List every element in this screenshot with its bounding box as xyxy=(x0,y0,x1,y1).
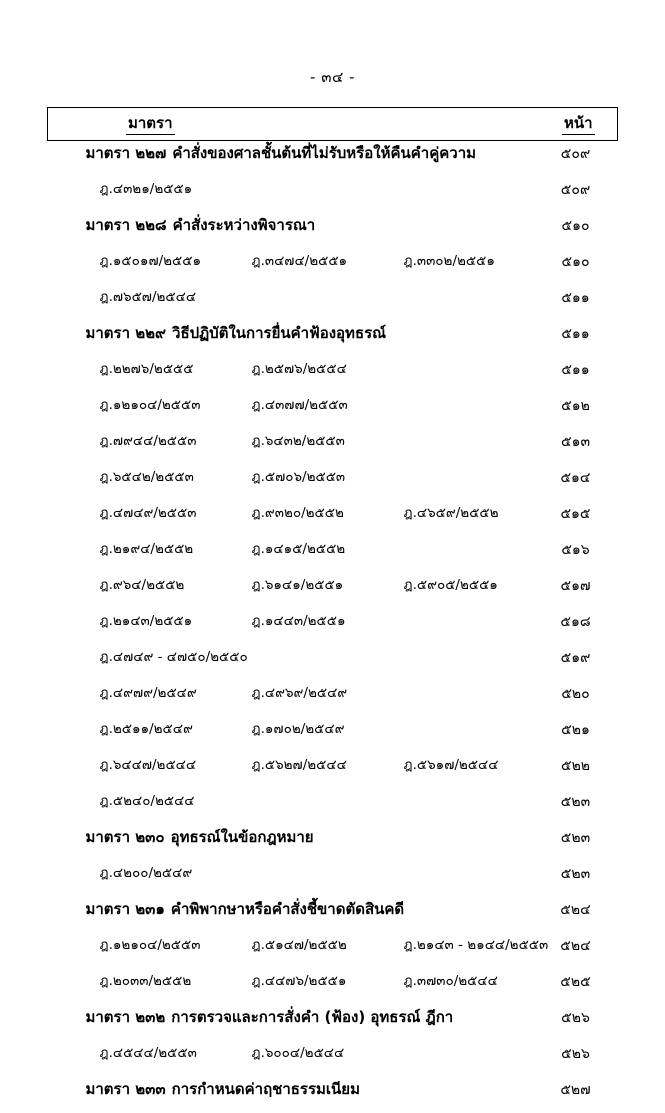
section-entry xyxy=(48,321,540,357)
citation: ฎ.๑๒๑๐๔/๒๕๕๓ xyxy=(99,937,201,953)
citation: ฎ.๙๖๔/๒๕๕๒ xyxy=(99,577,185,593)
section-text xyxy=(48,213,540,233)
citation-list xyxy=(48,681,540,701)
page-number: ๕๑๘ xyxy=(560,614,591,630)
table-row xyxy=(48,861,618,897)
citation: ฎ.๒๐๓๓/๒๕๕๒ xyxy=(99,973,192,989)
section-text xyxy=(48,141,540,161)
table-row xyxy=(48,573,618,609)
citation-entry xyxy=(48,969,540,1005)
citation-entry xyxy=(48,645,540,681)
citation-entry xyxy=(48,249,540,285)
page-number: ๕๒๑ xyxy=(561,722,590,738)
page-number: ๕๒๔ xyxy=(560,902,591,918)
citation-list xyxy=(48,357,540,377)
page-number: ๕๑๑ xyxy=(561,362,590,378)
citation-list xyxy=(48,465,540,485)
citation-list xyxy=(48,1041,540,1061)
page-number: ๕๒๖ xyxy=(561,1010,590,1026)
page-number: ๕๑๐ xyxy=(561,218,590,234)
section-number: มาตรา ๒๒๘ xyxy=(85,216,167,234)
table-row xyxy=(48,285,618,321)
citation: ฎ.๔๖๕๙/๒๕๕๒ xyxy=(403,505,499,521)
citation: ฎ.๔๙๖๙/๒๕๔๙ xyxy=(251,685,348,701)
page-number: ๕๑๖ xyxy=(561,542,590,558)
citation: ฎ.๕๑๔๗/๒๕๕๒ xyxy=(251,937,347,953)
section-title: การตรวจและการสั่งคำ (ฟ้อง) อุทธรณ์ ฎีกา xyxy=(171,1008,454,1026)
citation-entry xyxy=(48,357,540,393)
table-row xyxy=(48,177,618,213)
section-title: การกำหนดค่าฤชาธรรมเนียม xyxy=(171,1080,360,1098)
section-number: มาตรา ๒๓๒ xyxy=(85,1008,166,1026)
table-row xyxy=(48,213,618,249)
citation-entry xyxy=(48,861,540,897)
citation: ฎ.๒๒๗๖/๒๕๕๕ xyxy=(99,361,194,377)
table-row xyxy=(48,609,618,645)
section-title: คำสั่งของศาลชั้นต้นที่ไม่รับหรือให้คืนคำคู่ความ xyxy=(172,144,477,162)
page-number: ๕๒๐ xyxy=(561,686,590,702)
header-cell-subject xyxy=(48,108,540,141)
citation: ฎ.๕๒๔๐/๒๕๔๔ xyxy=(99,793,195,809)
page-number: ๕๒๓ xyxy=(560,866,591,882)
section-entry xyxy=(48,1005,540,1041)
index-table-body xyxy=(48,141,618,1113)
table-row xyxy=(48,429,618,465)
table-row xyxy=(48,393,618,429)
citation-entry xyxy=(48,1041,540,1077)
table-header-row xyxy=(48,108,618,141)
column-header-page: หน้า xyxy=(562,114,595,135)
citation: ฎ.๔๓๒๑/๒๕๕๑ xyxy=(99,181,193,197)
table-row xyxy=(48,753,618,789)
page-number: ๕๒๗ xyxy=(560,1082,591,1098)
citation-list xyxy=(48,177,540,197)
citation: ฎ.๔๗๔๙/๒๕๕๓ xyxy=(99,505,197,521)
citation: ฎ.๕๙๐๕/๒๕๕๑ xyxy=(403,577,498,593)
section-entry xyxy=(48,825,540,861)
citation-entry xyxy=(48,609,540,645)
citation: ฎ.๒๑๔๓/๒๕๕๑ xyxy=(99,613,193,629)
citation-list xyxy=(48,285,540,305)
citation-entry xyxy=(48,465,540,501)
citation: ฎ.๑๔๔๓/๒๕๕๑ xyxy=(251,613,346,629)
section-entry xyxy=(48,213,540,249)
section-number: มาตรา ๒๒๙ xyxy=(85,324,167,342)
table-row xyxy=(48,321,618,357)
section-number: มาตรา ๒๒๗ xyxy=(85,144,167,162)
section-number: มาตรา ๒๓๐ xyxy=(85,828,165,846)
page-number: ๕๑๐ xyxy=(561,254,590,270)
citation: ฎ.๓๔๗๔/๒๕๕๑ xyxy=(251,253,348,269)
table-row xyxy=(48,501,618,537)
section-text xyxy=(48,897,540,917)
citation-entry xyxy=(48,177,540,213)
section-text xyxy=(48,321,540,341)
table-row xyxy=(48,825,618,861)
citation-entry xyxy=(48,789,540,825)
citation-entry xyxy=(48,429,540,465)
page-number: ๕๑๑ xyxy=(561,326,590,342)
table-row xyxy=(48,969,618,1005)
section-text xyxy=(48,825,540,845)
section-number: มาตรา ๒๓๓ xyxy=(85,1080,166,1098)
page-number: ๕๒๖ xyxy=(561,1046,590,1062)
citation-list xyxy=(48,501,540,521)
section-title: คำสั่งระหว่างพิจารณา xyxy=(172,216,316,234)
citation-entry xyxy=(48,393,540,429)
citation: ฎ.๖๐๐๔/๒๕๔๔ xyxy=(251,1045,345,1061)
citation: ฎ.๕๗๐๖/๒๕๕๓ xyxy=(251,469,346,485)
citation-list xyxy=(48,861,540,881)
section-text xyxy=(48,1005,540,1025)
citation: ฎ.๖๑๔๑/๒๕๕๑ xyxy=(251,577,344,593)
table-row xyxy=(48,789,618,825)
citation: ฎ.๓๓๐๒/๒๕๕๑ xyxy=(403,253,495,269)
citation-list xyxy=(48,429,540,449)
page-number: ๕๑๙ xyxy=(560,650,591,666)
citation: ฎ.๖๕๔๒/๒๕๕๓ xyxy=(99,469,194,485)
page-number: ๕๑๓ xyxy=(560,434,591,450)
citation: ฎ.๔๕๔๔/๒๕๕๓ xyxy=(99,1045,197,1061)
citation-entry xyxy=(48,933,549,969)
citation-list xyxy=(48,753,540,773)
citation: ฎ.๒๕๗๖/๒๕๕๔ xyxy=(251,361,347,377)
citation: ฎ.๑๒๑๐๔/๒๕๕๓ xyxy=(99,397,201,413)
citation: ฎ.๒๑๔๓ - ๒๑๔๔/๒๕๕๓ xyxy=(403,937,549,953)
citation: ฎ.๔๒๐๐/๒๕๔๙ xyxy=(99,865,193,881)
page-number: ๕๑๒ xyxy=(561,398,590,414)
page-number: ๕๑๗ xyxy=(560,578,591,594)
citation-list xyxy=(48,789,540,809)
citation: ฎ.๔๔๗๖/๒๕๕๑ xyxy=(251,973,347,989)
section-entry xyxy=(48,141,540,177)
table-row xyxy=(48,717,618,753)
citation-list xyxy=(48,609,540,629)
table-row xyxy=(48,537,618,573)
table-row xyxy=(48,933,618,969)
page-number: ๕๑๑ xyxy=(561,290,590,306)
table-row xyxy=(48,249,618,285)
citation-list xyxy=(48,969,540,989)
page-number: ๕๐๙ xyxy=(560,182,591,198)
citation: ฎ.๕๖๑๗/๒๕๔๔ xyxy=(403,757,499,773)
table-row xyxy=(48,1041,618,1077)
citation-list xyxy=(48,537,540,557)
page-number: ๕๑๕ xyxy=(560,506,591,522)
table-row xyxy=(48,357,618,393)
citation-entry xyxy=(48,285,540,321)
citation-list xyxy=(48,249,540,269)
section-text xyxy=(48,1077,540,1097)
citation-list xyxy=(48,933,549,953)
section-title: อุทธรณ์ในข้อกฎหมาย xyxy=(170,828,314,846)
page-number: ๕๒๕ xyxy=(560,974,591,990)
citation: ฎ.๕๖๒๗/๒๕๔๔ xyxy=(251,757,347,773)
citation: ฎ.๖๔๓๒/๒๕๕๓ xyxy=(251,433,345,449)
citation: ฎ.๔๙๗๙/๒๕๔๙ xyxy=(99,685,197,701)
citation: ฎ.๑๗๐๒/๒๕๔๙ xyxy=(251,721,345,737)
column-header-subject: มาตรา xyxy=(126,114,175,135)
citation: ฎ.๒๕๑๑/๒๕๔๙ xyxy=(99,721,193,737)
citation: ฎ.๓๗๓๐/๒๕๔๔ xyxy=(403,973,498,989)
citation: ฎ.๒๑๙๔/๒๕๕๒ xyxy=(99,541,194,557)
citation-entry xyxy=(48,681,540,717)
page-number: ๕๒๔ xyxy=(560,938,591,954)
citation-entry xyxy=(48,537,540,573)
citation: ฎ.๔๓๗๗/๒๕๕๓ xyxy=(251,397,348,413)
table-row xyxy=(48,1077,618,1113)
citation-entry xyxy=(48,501,540,537)
table-row xyxy=(48,1005,618,1041)
section-number: มาตรา ๒๓๑ xyxy=(85,900,165,918)
page-number: ๕๒๓ xyxy=(560,794,591,810)
page-folio: - ๓๔ - xyxy=(310,68,355,86)
citation-entry xyxy=(48,573,540,609)
page-number: ๕๒๒ xyxy=(560,758,591,774)
table-row xyxy=(48,465,618,501)
citation: ฎ.๔๗๔๙ - ๔๗๕๐/๒๕๕๐ xyxy=(99,649,248,665)
citation-list xyxy=(48,573,540,593)
citation: ฎ.๗๙๔๔/๒๕๕๓ xyxy=(99,433,197,449)
header-cell-page xyxy=(540,108,618,141)
table-row xyxy=(48,141,618,177)
citation-entry xyxy=(48,753,540,789)
citation: ฎ.๑๕๐๑๗/๒๕๕๑ xyxy=(99,253,202,269)
citation: ฎ.๑๔๑๕/๒๕๕๒ xyxy=(251,541,346,557)
citation: ฎ.๙๓๒๐/๒๕๕๒ xyxy=(251,505,344,521)
citation-list xyxy=(48,717,540,737)
citation: ฎ.๗๖๕๗/๒๕๔๔ xyxy=(99,289,197,305)
citation-list xyxy=(48,393,540,413)
page-number: ๕๒๓ xyxy=(560,830,591,846)
page-number: ๕๐๙ xyxy=(560,146,591,162)
section-title: คำพิพากษาหรือคำสั่งชี้ขาดตัดสินคดี xyxy=(170,900,405,918)
citation: ฎ.๖๔๔๗/๒๕๔๔ xyxy=(99,757,197,773)
index-table-header xyxy=(47,107,618,141)
table-row xyxy=(48,897,618,933)
section-title: วิธีปฏิบัติในการยื่นคำฟ้องอุทธรณ์ xyxy=(172,324,387,342)
table-row xyxy=(48,681,618,717)
table-row xyxy=(48,645,618,681)
page-number: ๕๑๔ xyxy=(560,470,591,486)
section-entry xyxy=(48,1077,540,1113)
citation-list xyxy=(48,645,540,665)
section-entry xyxy=(48,897,540,933)
citation-entry xyxy=(48,717,540,753)
